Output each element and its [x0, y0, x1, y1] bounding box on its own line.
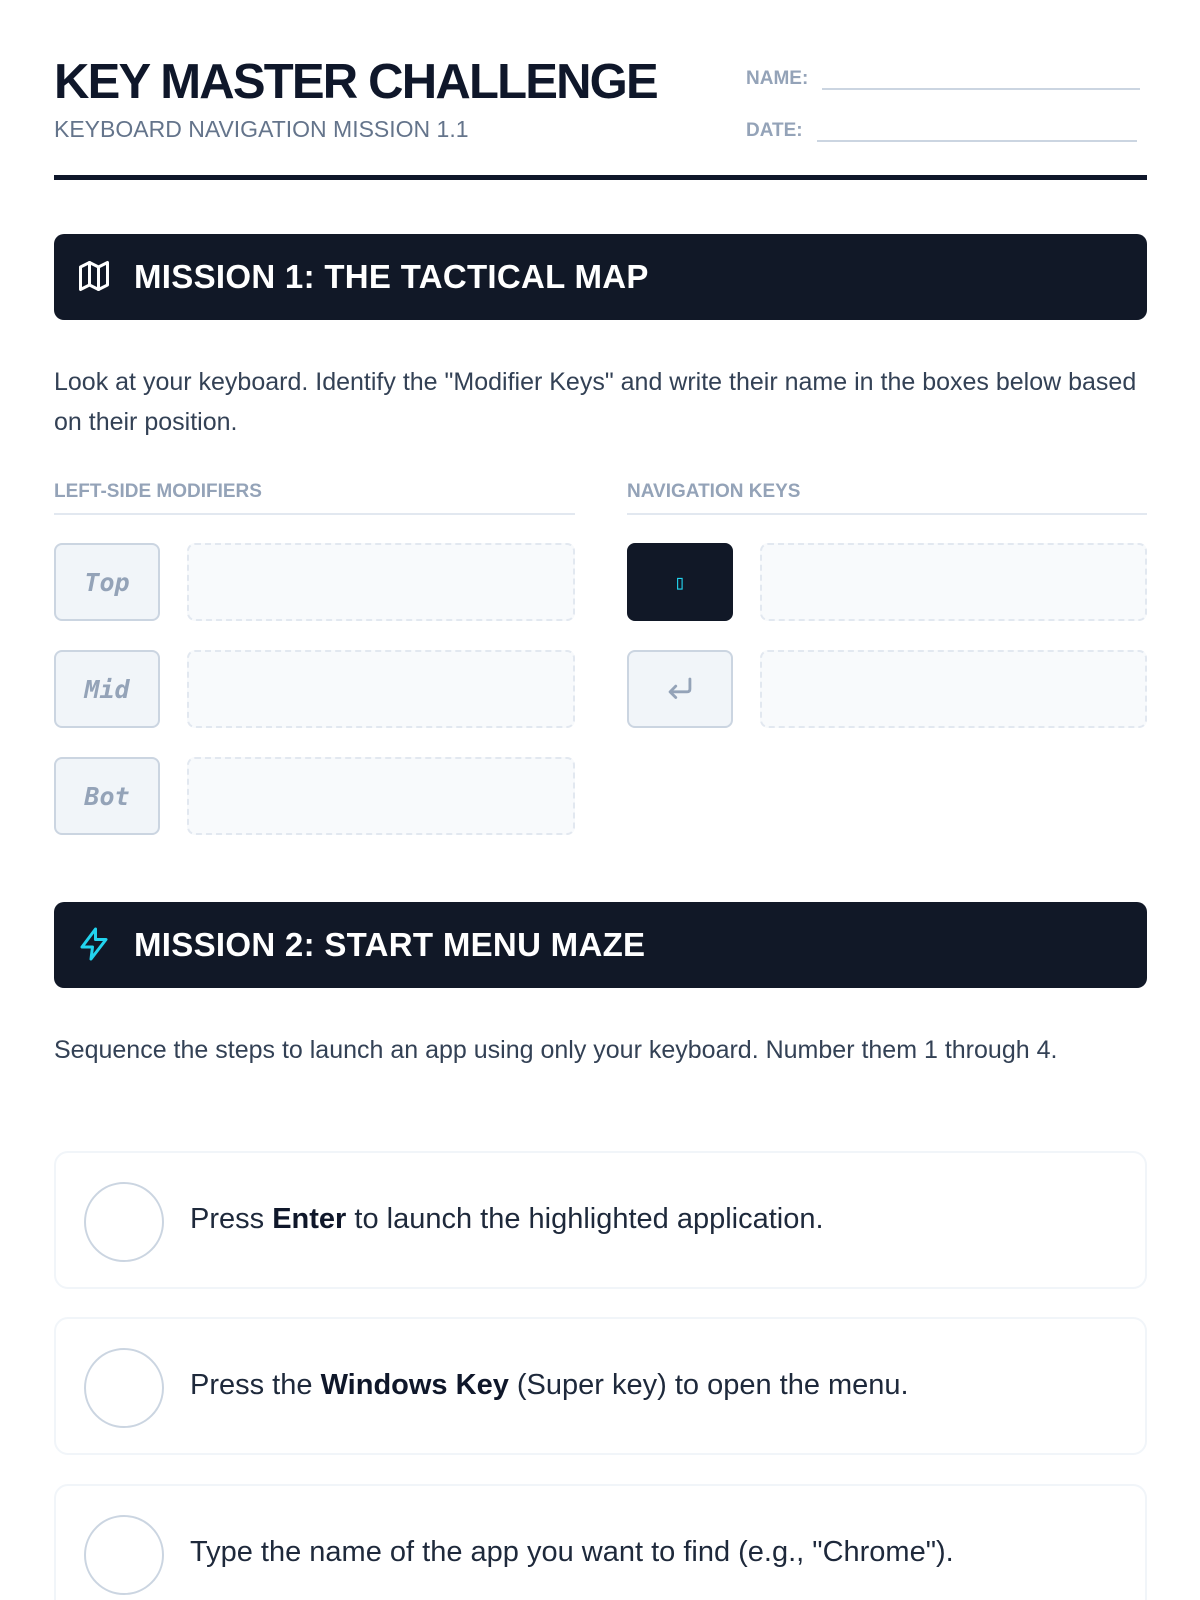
- header-divider: [54, 175, 1147, 180]
- answer-box-top[interactable]: [187, 543, 575, 621]
- date-label: DATE:: [746, 120, 803, 141]
- answer-box-nav-1[interactable]: [760, 543, 1147, 621]
- name-field: [746, 60, 1140, 90]
- answer-box-mid[interactable]: [187, 650, 575, 728]
- page-subtitle: KEYBOARD NAVIGATION MISSION 1.1: [54, 116, 469, 142]
- enter-key: [627, 650, 733, 728]
- step-card: [54, 1151, 1147, 1289]
- step-card: [54, 1484, 1147, 1600]
- date-input-line[interactable]: [817, 112, 1137, 142]
- date-field: [746, 112, 1137, 142]
- step-text: Press the Windows Key (Super key) to open the menu.: [190, 1369, 909, 1401]
- step-card: [54, 1317, 1147, 1455]
- worksheet-header: [54, 54, 1147, 180]
- mission-1-banner: [54, 234, 1147, 320]
- mission-2-instructions: Sequence the steps to launch an app using only your keyboard. Number them 1 through 4.: [54, 1036, 1058, 1064]
- mission-2-banner: [54, 902, 1147, 988]
- left-modifiers-heading: LEFT-SIDE MODIFIERS: [54, 481, 575, 515]
- name-input-line[interactable]: [822, 60, 1140, 90]
- answer-box-bot[interactable]: [187, 757, 575, 835]
- mission-2-title: MISSION 2: START MENU MAZE: [134, 926, 646, 963]
- page-title: KEY MASTER CHALLENGE: [54, 55, 657, 109]
- name-label: NAME:: [746, 68, 809, 89]
- enter-arrow-icon: [663, 672, 697, 706]
- modifier-key-bot: Bot: [54, 757, 160, 835]
- step-number-circle[interactable]: [84, 1348, 164, 1428]
- keyboard-key-icon: ▯: [627, 543, 733, 621]
- mission-1-title: MISSION 1: THE TACTICAL MAP: [134, 258, 649, 295]
- step-number-circle[interactable]: [84, 1182, 164, 1262]
- step-text: Type the name of the app you want to find (e.g., "Chrome").: [190, 1536, 954, 1568]
- modifier-key-top: Top: [54, 543, 160, 621]
- answer-box-nav-2[interactable]: [760, 650, 1147, 728]
- mission-1-instructions: Look at your keyboard. Identify the "Modifier Keys" and write their name in the boxes below based on their position.: [54, 368, 1137, 436]
- modifier-key-mid: Mid: [54, 650, 160, 728]
- map-icon: [76, 258, 112, 294]
- lightning-icon: [76, 926, 112, 962]
- navigation-keys-heading: NAVIGATION KEYS: [627, 481, 1147, 515]
- step-text: Press Enter to launch the highlighted application.: [190, 1203, 824, 1235]
- step-number-circle[interactable]: [84, 1515, 164, 1595]
